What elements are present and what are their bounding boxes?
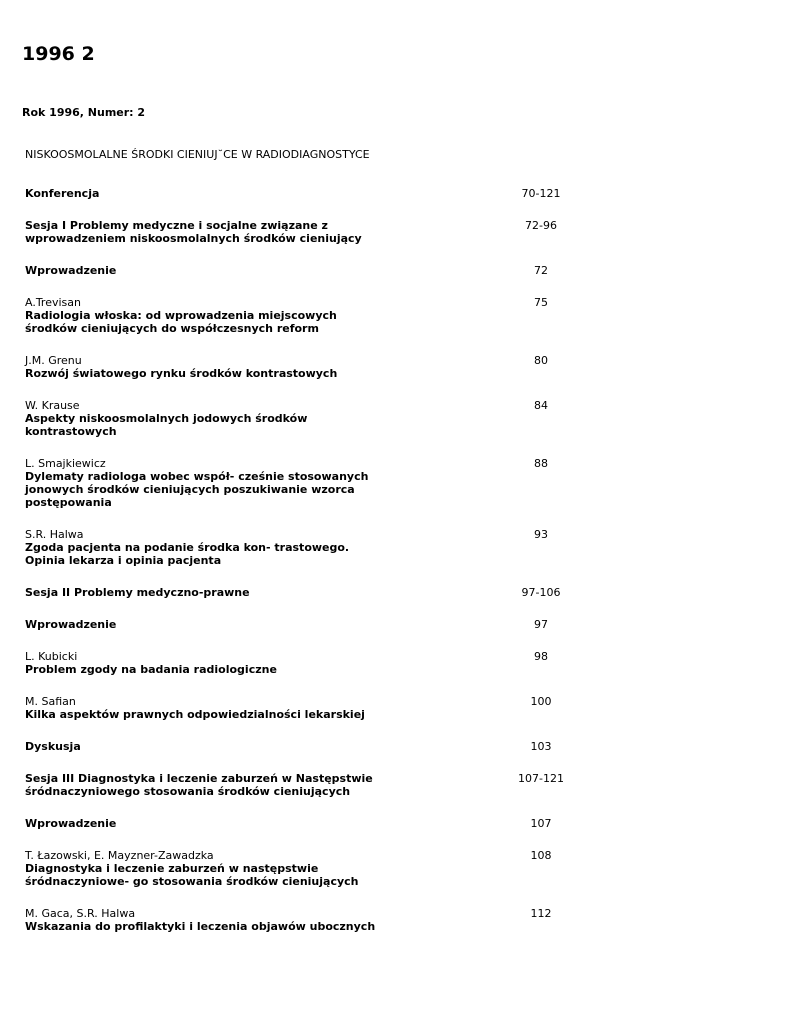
toc-entry	[25, 650, 625, 676]
toc-entry	[25, 187, 625, 200]
toc-entry-title: Sesja II Problemy medyczno-prawne	[25, 586, 250, 599]
toc-entry-title: Dyskusja	[25, 740, 81, 753]
toc-entry-title: Kilka aspektów prawnych odpowiedzialności lekarskiej	[25, 708, 365, 721]
toc-entry-title: Konferencja	[25, 187, 100, 200]
toc-entry-text	[25, 618, 385, 631]
toc-entry-title: Dylematy radiologa wobec współ- cześnie stosowanych jonowych środków cieniujących poszukiwanie wzorca postępowania	[25, 470, 369, 509]
toc-entry	[25, 586, 625, 599]
toc-entry-title: Wskazania do profilaktyki i leczenia objawów ubocznych	[25, 920, 376, 933]
toc-entry	[25, 264, 625, 277]
toc-entry-text	[25, 695, 385, 721]
toc-entry-pages: 88	[534, 457, 548, 470]
toc-list	[25, 187, 625, 933]
toc-entry-text	[25, 354, 385, 380]
toc-entry-pages: 84	[534, 399, 548, 412]
toc-entry-pages: 72-96	[525, 219, 557, 232]
toc-entry-authors: M. Safian	[25, 695, 76, 708]
toc-entry-title: Aspekty niskoosmolalnych jodowych środków kontrastowych	[25, 412, 308, 438]
toc-entry-pages: 112	[530, 907, 552, 920]
toc-entry-pages: 107	[530, 817, 552, 830]
toc-heading: NISKOOSMOLALNE ŚRODKI CIENIUJ˘CE W RADIODIAGNOSTYCE	[25, 148, 370, 161]
toc-entry-text	[25, 219, 385, 245]
toc-entry-pages: 107-121	[518, 772, 564, 785]
toc-entry	[25, 618, 625, 631]
issue-line: Rok 1996, Numer: 2	[22, 106, 146, 119]
toc-entry	[25, 740, 625, 753]
toc-entry-pages: 103	[530, 740, 552, 753]
toc-entry-authors: W. Krause	[25, 399, 80, 412]
toc-entry-title: Wprowadzenie	[25, 817, 117, 830]
toc-entry-title: Sesja III Diagnostyka i leczenie zaburzeń w Następstwie śródnaczyniowego stosowania środków cieniujących	[25, 772, 373, 798]
toc-entry-pages: 75	[534, 296, 548, 309]
toc-entry-title: Problem zgody na badania radiologiczne	[25, 663, 277, 676]
toc-entry	[25, 296, 625, 335]
toc-entry-pages: 100	[530, 695, 552, 708]
toc-entry-title: Rozwój światowego rynku środków kontrastowych	[25, 367, 338, 380]
toc-entry	[25, 219, 625, 245]
toc-entry	[25, 457, 625, 509]
toc-entry-pages: 72	[534, 264, 548, 277]
toc-entry-text	[25, 296, 385, 335]
toc-entry-text	[25, 907, 385, 933]
toc-entry-pages: 80	[534, 354, 548, 367]
toc-entry-text	[25, 264, 385, 277]
toc-entry-authors: A.Trevisan	[25, 296, 81, 309]
toc-entry	[25, 354, 625, 380]
toc-entry-title: Wprowadzenie	[25, 264, 117, 277]
toc-entry-text	[25, 457, 385, 509]
toc-entry	[25, 528, 625, 567]
table-of-contents	[25, 148, 625, 933]
toc-entry-pages: 97-106	[521, 586, 561, 599]
toc-entry-text	[25, 528, 385, 567]
page-title: 1996 2	[22, 43, 95, 65]
toc-entry	[25, 817, 625, 830]
toc-entry-pages: 98	[534, 650, 548, 663]
toc-entry	[25, 907, 625, 933]
toc-entry-title: Radiologia włoska: od wprowadzenia miejscowych środków cieniujących do współczesnych reform	[25, 309, 337, 335]
toc-entry	[25, 849, 625, 888]
toc-entry-title: Sesja I Problemy medyczne i socjalne związane z wprowadzeniem niskoosmolalnych środków cieniujący	[25, 219, 362, 245]
toc-entry-text	[25, 586, 385, 599]
toc-entry-pages: 93	[534, 528, 548, 541]
toc-entry-pages: 70-121	[521, 187, 561, 200]
toc-entry-title: Wprowadzenie	[25, 618, 117, 631]
toc-entry-pages: 97	[534, 618, 548, 631]
toc-entry-text	[25, 849, 385, 888]
toc-entry-text	[25, 740, 385, 753]
toc-entry-pages: 108	[530, 849, 552, 862]
toc-entry	[25, 399, 625, 438]
toc-entry-text	[25, 772, 385, 798]
toc-entry-authors: S.R. Halwa	[25, 528, 84, 541]
toc-entry-title: Zgoda pacjenta na podanie środka kon- trastowego. Opinia lekarza i opinia pacjenta	[25, 541, 350, 567]
toc-entry-title: Diagnostyka i leczenie zaburzeń w następstwie śródnaczyniowe- go stosowania środków cieniujących	[25, 862, 359, 888]
toc-entry-authors: M. Gaca, S.R. Halwa	[25, 907, 136, 920]
toc-entry-text	[25, 399, 385, 438]
toc-entry-authors: L. Smajkiewicz	[25, 457, 106, 470]
toc-entry-authors: J.M. Grenu	[25, 354, 82, 367]
toc-entry-text	[25, 187, 385, 200]
toc-entry-authors: L. Kubicki	[25, 650, 78, 663]
toc-entry	[25, 772, 625, 798]
toc-entry-text	[25, 817, 385, 830]
toc-entry-text	[25, 650, 385, 676]
toc-entry	[25, 695, 625, 721]
toc-entry-authors: T. Łazowski, E. Mayzner-Zawadzka	[25, 849, 214, 862]
